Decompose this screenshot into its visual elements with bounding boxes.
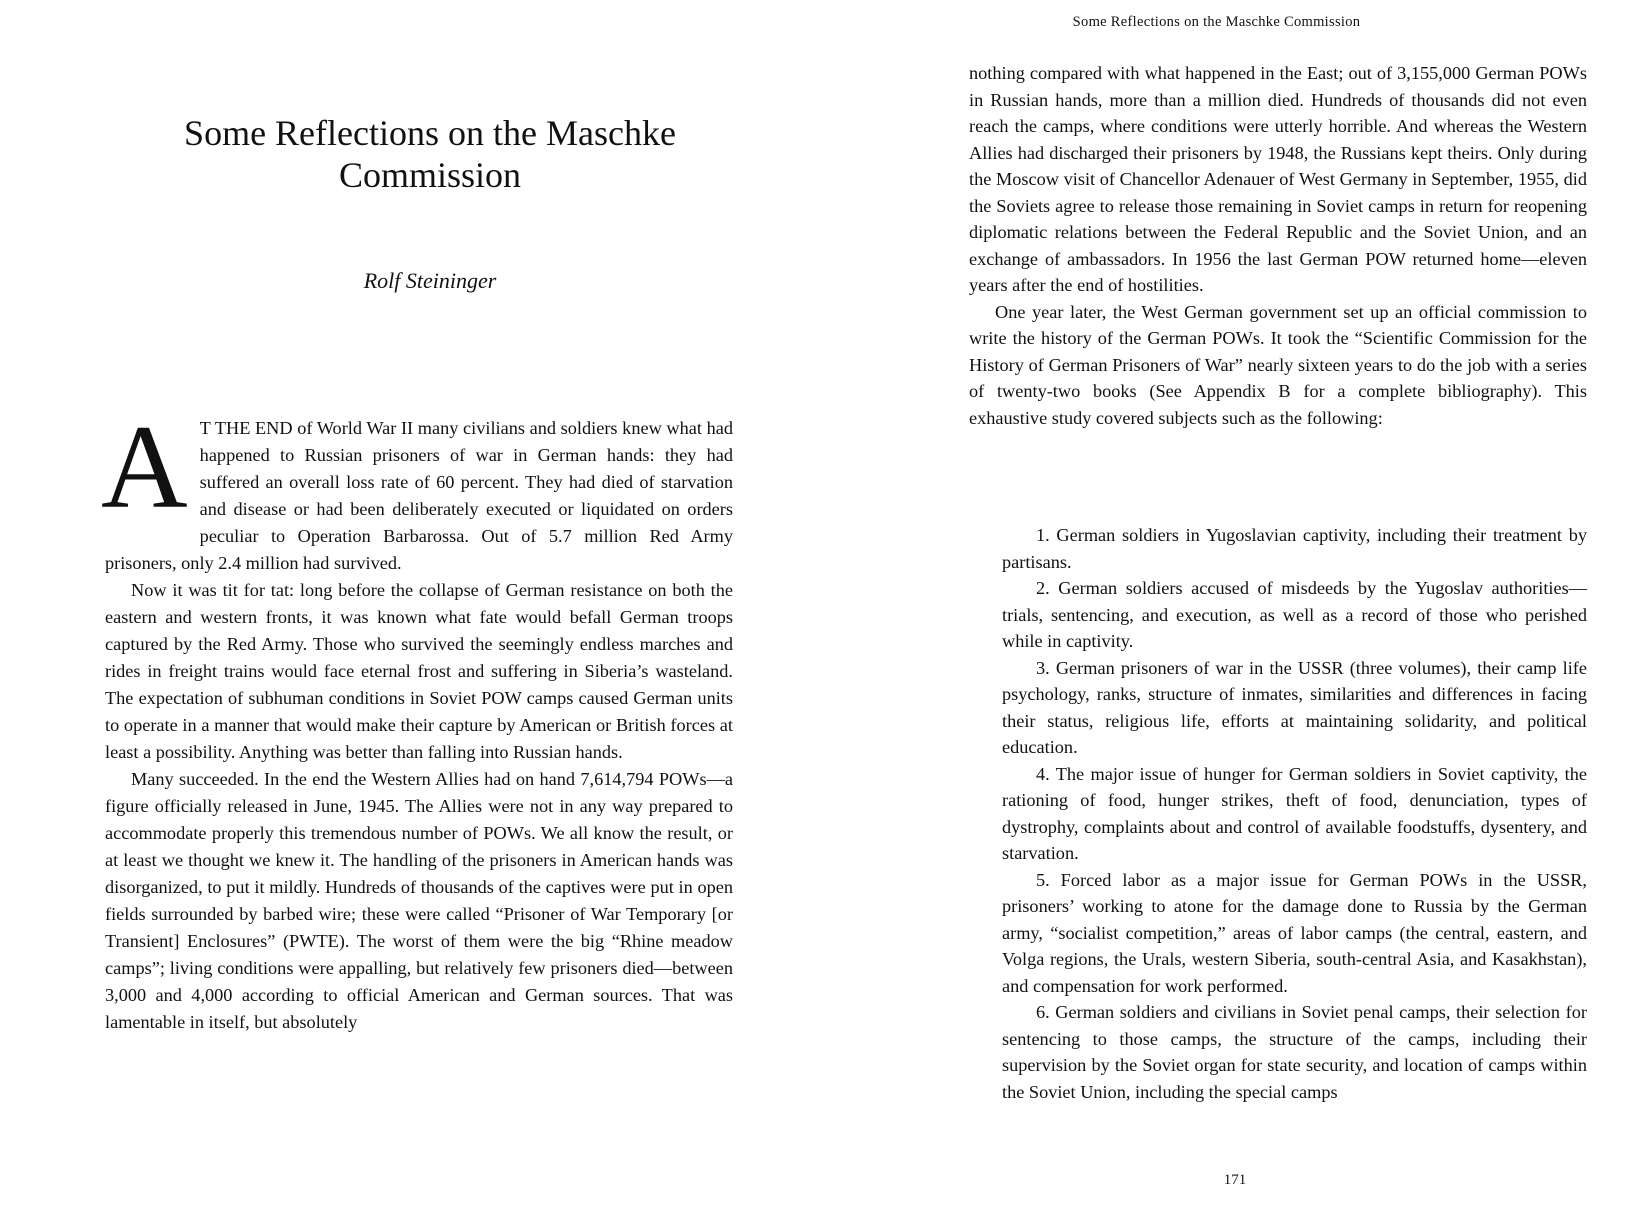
list-item: 5. Forced labor as a major issue for German POWs in the USSR, prisoners’ working to atone for the damage done to Russia by the German army, “socialist competition,” areas of labor camps (the central, eastern, and Volga regions, the Urals, western Siberia, south-central Asia, and Kasakhstan), and compensation for work performed. (1002, 869, 1587, 996)
author-name: Rolf Steininger (363, 268, 497, 293)
list-item: 4. The major issue of hunger for German soldiers in Soviet captivity, the rationing of food, hunger strikes, theft of food, denunciation, types of dystrophy, complaints about and control of available foodstuffs, dysentery, and starvation. (1002, 763, 1587, 863)
right-page (820, 0, 1633, 1213)
list-item: 3. German prisoners of war in the USSR (three volumes), their camp life psychology, ranks, structure of inmates, similarities and differences in facing their status, religious life, efforts at maintaining solidarity, and political education. (1002, 657, 1587, 757)
running-head: Some Reflections on the Maschke Commission (1072, 14, 1361, 30)
paragraph-2: Now it was tit for tat: long before the collapse of German resistance on both the eastern and western fronts, it was known what fate would befall German troops captured by the Red Army. Those who survived the seemingly endless marches and rides in freight trains would face eternal frost and suffering in Siberia’s wasteland. The expectation of subhuman conditions in Soviet POW camps caused German units to operate in a manner that would make their capture by American or British forces at least a possibility. Anything was better than falling into Russian hands. (105, 580, 733, 762)
subject-list (1002, 522, 1587, 1105)
paragraph-commission: One year later, the West German government set up an official commission to write the history of the German POWs. It took the “Scientific Commission for the History of German Prisoners of War” nearly sixteen years to do the job with a series of twenty-two books (See Appendix B for a complete bibliography). This exhaustive study covered subjects such as the following: (969, 301, 1587, 428)
paragraph-1-text: T THE END of World War II many civilians and soldiers knew what had happened to Russian prisoners of war in German hands: they had suffered an overall loss rate of 60 percent. They had died of starvation and disease or had been deliberately executed or liquidated on orders peculiar to Operation Barbarossa. Out of 5.7 million Red Army prisoners, only 2.4 million had survived. (105, 418, 733, 573)
page-number: 171 (1223, 1172, 1247, 1188)
left-page (0, 0, 780, 1213)
chapter-title: Some Reflections on the Maschke Commission (184, 113, 676, 195)
paragraph-3: Many succeeded. In the end the Western Allies had on hand 7,614,794 POWs—a figure officially released in June, 1945. The Allies were not in any way prepared to accommodate properly this tremendous number of POWs. We all know the result, or at least we thought we knew it. The handling of the prisoners in American hands was disorganized, to put it mildly. Hundreds of thousands of the captives were put in open fields surrounded by barbed wire; these were called “Prisoner of War Temporary [or Transient] Enclosures” (PWTE). The worst of them were the big “Rhine meadow camps”; living conditions were appalling, but relatively few prisoners died—between 3,000 and 4,000 according to official American and German sources. That was lamentable in itself, but absolutely (105, 769, 733, 1032)
right-body-text (969, 60, 1587, 431)
list-item: 1. German soldiers in Yugoslavian captivity, including their treatment by partisans. (1002, 525, 1587, 572)
paragraph-continued: nothing compared with what happened in the East; out of 3,155,000 German POWs in Russian hands, more than a million died. Hundreds of thousands did not even reach the camps, where conditions were utterly horrible. And whereas the Western Allies had discharged their prisoners by 1948, the Russians kept theirs. Only during the Moscow visit of Chancellor Adenauer of West Germany in September, 1955, did the Soviets agree to release those remaining in Soviet camps in return for reopening diplomatic relations between the Federal Republic and the Soviet Union, and an exchange of ambassadors. In 1956 the last German POW returned home—eleven years after the end of hostilities. (969, 63, 1587, 295)
drop-cap: A (101, 400, 188, 533)
list-item: 2. German soldiers accused of misdeeds by the Yugoslav authorities—trials, sentencing, and execution, as well as a record of those who perished while in captivity. (1002, 578, 1587, 651)
list-item: 6. German soldiers and civilians in Soviet penal camps, their selection for sentencing to those camps, the structure of the camps, including their supervision by the Soviet organ for state security, and location of camps within the Soviet Union, including the special camps (1002, 1002, 1587, 1102)
left-body-text (101, 400, 733, 1036)
paragraph-1 (101, 400, 733, 577)
